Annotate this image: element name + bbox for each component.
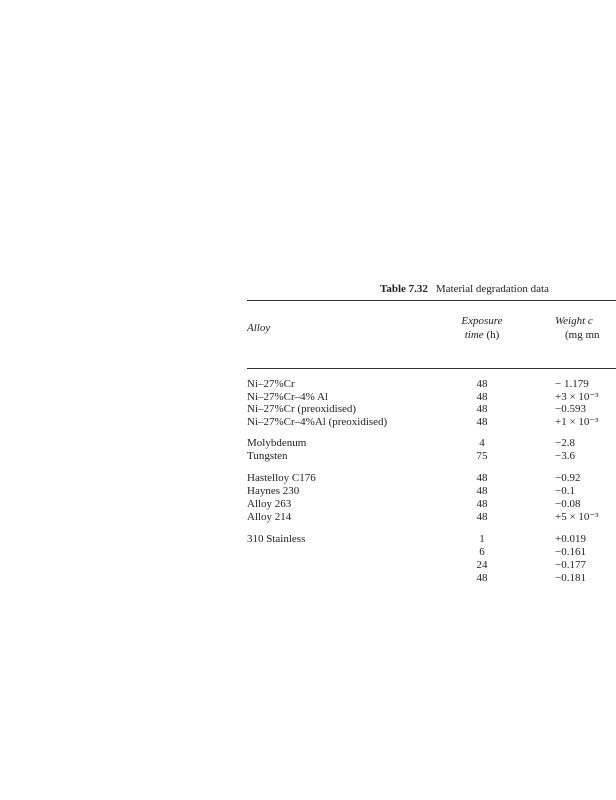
header-exposure-time — [452, 314, 512, 342]
cell-exposure-time: 48 — [476, 416, 488, 428]
cell-exposure-time: 48 — [476, 572, 488, 584]
cell-exposure-time: 24 — [476, 559, 488, 571]
table-header-rule — [247, 368, 616, 369]
cell-exposure-time: 48 — [476, 472, 488, 484]
cell-weight-change: −3.6 — [555, 450, 575, 462]
cell-exposure-time: 6 — [479, 546, 485, 558]
cell-weight-change: −0.177 — [555, 559, 586, 571]
cell-alloy: Hastelloy C176 — [247, 472, 316, 484]
table-row — [0, 472, 616, 485]
cell-alloy: Tungsten — [247, 450, 288, 462]
cell-weight-change: +5 × 10⁻³ — [555, 511, 599, 523]
table-row — [0, 403, 616, 416]
table-row — [0, 559, 616, 572]
cell-weight-change: −0.161 — [555, 546, 586, 558]
table-row — [0, 511, 616, 524]
cell-weight-change: − 1.179 — [555, 378, 589, 390]
cell-weight-change: −0.181 — [555, 572, 586, 584]
cell-alloy: 310 Stainless — [247, 533, 306, 545]
header-weight-label: Weight c — [555, 315, 593, 327]
cell-alloy: Haynes 230 — [247, 485, 300, 497]
table-row — [0, 533, 616, 546]
header-time-label: time — [464, 329, 484, 341]
cell-alloy: Ni–27%Cr (preoxidised) — [247, 403, 357, 415]
table-top-rule — [247, 300, 616, 301]
cell-weight-change: +1 × 10⁻³ — [555, 416, 599, 428]
table-row — [0, 485, 616, 498]
table-number: Table 7.32 — [380, 283, 428, 295]
header-weight-change — [555, 314, 600, 342]
table-caption — [380, 283, 549, 295]
cell-alloy: Molybdenum — [247, 437, 307, 449]
header-exposure-label: Exposure — [461, 315, 503, 327]
cell-weight-change: −0.92 — [555, 472, 581, 484]
cell-weight-change: −0.593 — [555, 403, 586, 415]
cell-exposure-time: 75 — [476, 450, 488, 462]
cell-exposure-time: 48 — [476, 511, 488, 523]
header-alloy: Alloy — [247, 322, 271, 334]
table-row — [0, 572, 616, 585]
cell-exposure-time: 48 — [476, 378, 488, 390]
table-row — [0, 498, 616, 511]
cell-exposure-time: 4 — [479, 437, 485, 449]
header-weight-unit: (mg mn — [565, 329, 600, 341]
cell-exposure-time: 48 — [476, 403, 488, 415]
cell-exposure-time: 48 — [476, 391, 488, 403]
cell-weight-change: +3 × 10⁻³ — [555, 391, 599, 403]
table-title: Material degradation data — [435, 283, 549, 295]
cell-alloy: Alloy 214 — [247, 511, 292, 523]
cell-alloy: Ni–27%Cr–4% Al — [247, 391, 328, 403]
table-row — [0, 416, 616, 429]
table-row — [0, 437, 616, 450]
cell-exposure-time: 1 — [479, 533, 485, 545]
cell-alloy: Ni–27%Cr — [247, 378, 295, 390]
table-row — [0, 546, 616, 559]
cell-alloy: Alloy 263 — [247, 498, 292, 510]
table-row — [0, 450, 616, 463]
cell-weight-change: −2.8 — [555, 437, 575, 449]
cell-weight-change: −0.08 — [555, 498, 581, 510]
cell-exposure-time: 48 — [476, 498, 488, 510]
header-time-unit: (h) — [486, 329, 500, 341]
cell-weight-change: +0.019 — [555, 533, 586, 545]
cell-weight-change: −0.1 — [555, 485, 575, 497]
cell-exposure-time: 48 — [476, 485, 488, 497]
cell-alloy: Ni–27%Cr–4%Al (preoxidised) — [247, 416, 388, 428]
table-row — [0, 378, 616, 391]
